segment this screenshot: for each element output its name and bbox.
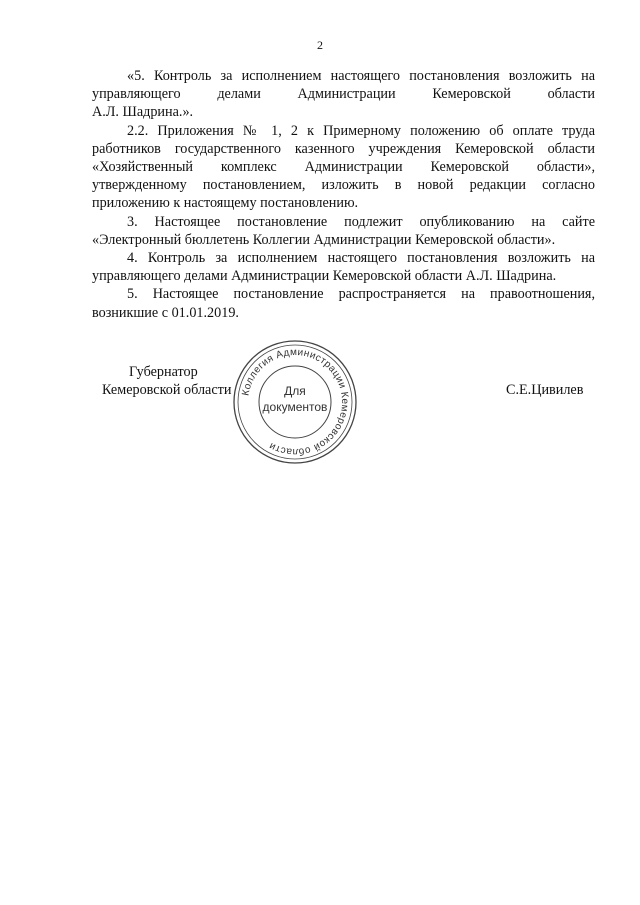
paragraph-clause-4: [92, 249, 595, 285]
text-line: управляющего делами Администрации Кемеровской области: [92, 86, 595, 103]
text-line: 3. Настоящее постановление подлежит опубликованию на сайте: [127, 213, 595, 230]
text-line: А.Л. Шадрина.».: [92, 104, 194, 121]
text-line: 5. Настоящее постановление распространяется на правоотношения,: [127, 286, 595, 303]
text-line: «5. Контроль за исполнением настоящего постановления возложить на: [127, 68, 595, 84]
official-seal: [230, 337, 360, 467]
paragraph-clause-5-final: [92, 285, 595, 321]
text-line: управляющего делами Администрации Кемеровской области А.Л. Шадрина.: [92, 268, 557, 285]
paragraph-clause-2-2: [92, 122, 595, 213]
page-number: 2: [317, 38, 323, 52]
text-line: «Хозяйственный комплекс Администрации Кемеровской области»,: [92, 159, 595, 176]
text-line: приложению к настоящему постановлению.: [92, 195, 359, 212]
text-line: работников государственного казенного учреждения Кемеровской области: [92, 140, 595, 157]
text-line: 2.2. Приложения № 1, 2 к Примерному положению об оплате труда: [127, 122, 595, 139]
signatory-region: Кемеровской области: [102, 382, 232, 398]
seal-ring-text: Коллегия Администрации Кемеровской области: [240, 346, 351, 458]
seal-center-line-2: документов: [262, 400, 328, 414]
paragraph-clause-3: [92, 213, 595, 249]
document-body: [92, 67, 595, 322]
text-line: 4. Контроль за исполнением настоящего постановления возложить на: [127, 250, 595, 267]
signatory-title: Губернатор: [129, 364, 198, 380]
seal-center-line-1: Для: [284, 384, 306, 398]
text-line: «Электронный бюллетень Коллегии Администрации Кемеровской области».: [92, 231, 556, 248]
signatory-name: С.Е.Цивилев: [506, 382, 584, 398]
text-line: утвержденному постановлением, изложить в новой редакции согласно: [92, 177, 595, 194]
text-line: возникшие с 01.01.2019.: [92, 304, 239, 321]
paragraph-clause-5: [92, 67, 595, 122]
